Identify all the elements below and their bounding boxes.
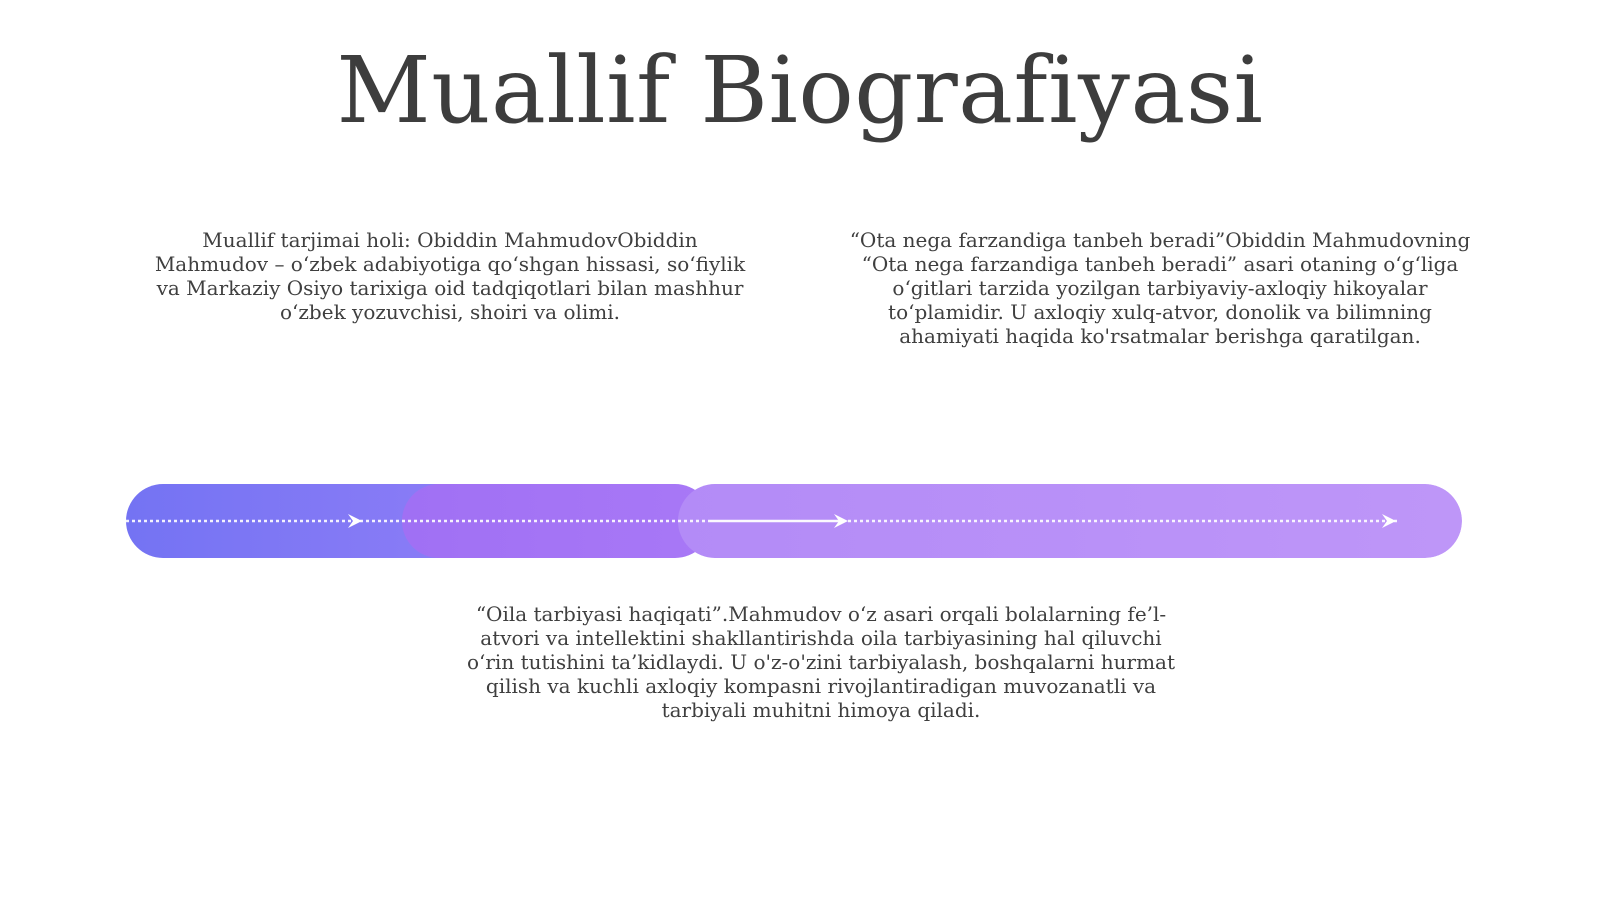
timeline-segment-2	[402, 484, 712, 558]
timeline-bar	[126, 484, 1462, 558]
family-upbringing-text-block: “Oila tarbiyasi haqiqati”.Mahmudov o‘z asari orqali bolalarning fe’l-atvori va intellektini shakllantirishda oila tarbiyasining hal qiluvchi o‘rin tutishini ta’kidlaydi. U o'z-o'zini tarbiyalash, boshqalarni hurmat qilish va kuchli axloqiy kompasni rivojlantiradigan muvozanatli va tarbiyali muhitni himoya qiladi.	[466, 602, 1176, 722]
biography-text-block: Muallif tarjimai holi: Obiddin MahmudovObiddin Mahmudov – o‘zbek adabiyotiga qo‘shgan hissasi, so‘fiylik va Markaziy Osiyo tarixiga oid tadqiqotlari bilan mashhur o‘zbek yozuvchisi, shoiri va olimi.	[154, 228, 746, 324]
book-description-text-block: “Ota nega farzandiga tanbeh beradi”Obiddin Mahmudovning “Ota nega farzandiga tanbeh beradi” asari otaning o‘g‘liga o‘gitlari tarzida yozilgan tarbiyaviy-axloqiy hikoyalar to‘plamidir. U axloqiy xulq-atvor, donolik va bilimning ahamiyati haqida ko'rsatmalar berishga qaratilgan.	[849, 228, 1471, 348]
slide-title: Muallif Biografiyasi	[336, 37, 1264, 144]
timeline-graphic	[126, 484, 1462, 558]
